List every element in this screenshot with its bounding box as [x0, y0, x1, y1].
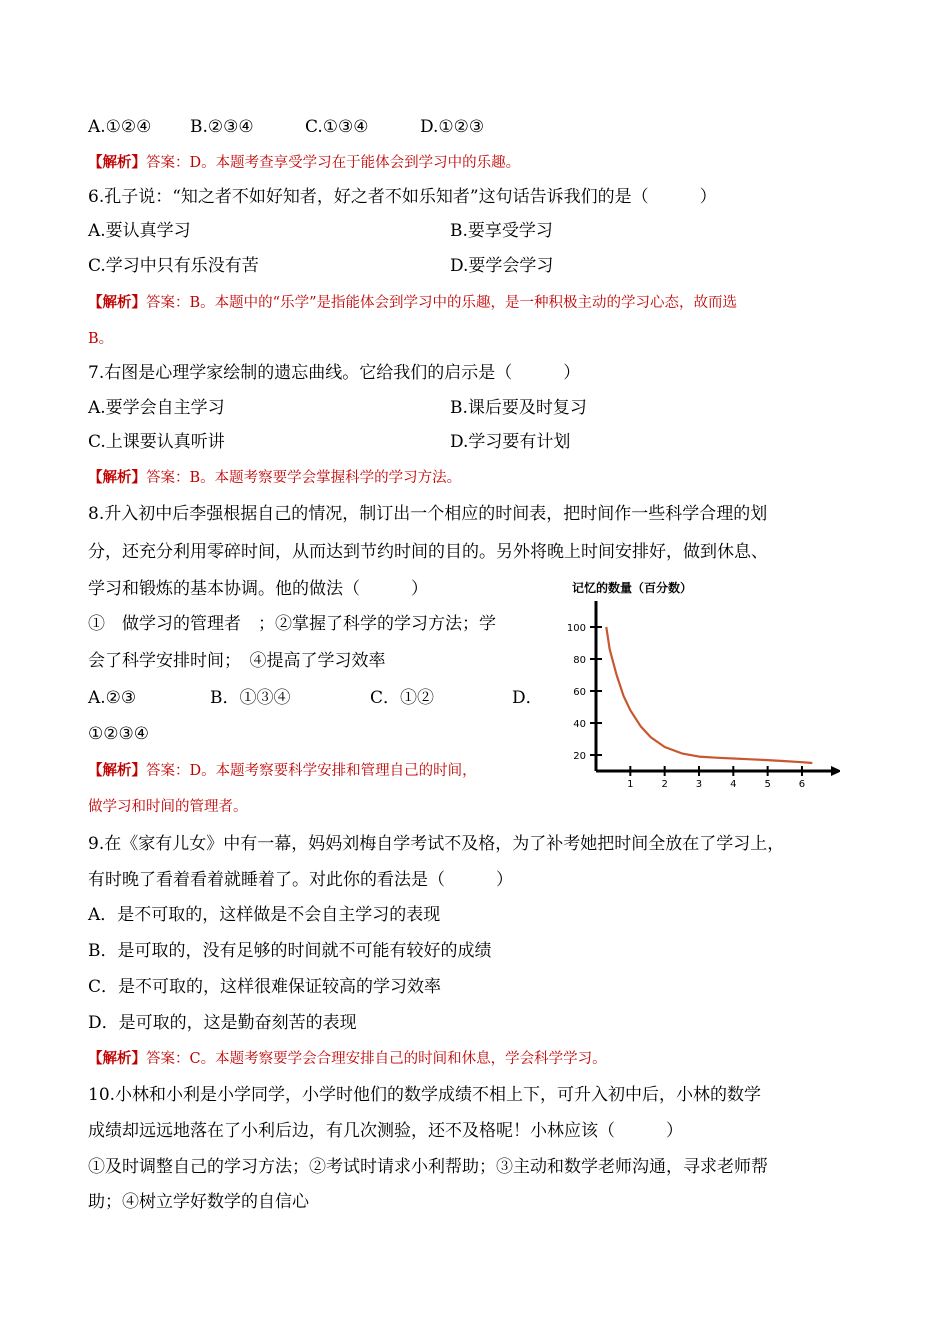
q7-option-b: B.课后要及时复习	[450, 398, 587, 418]
chart-series	[606, 627, 812, 763]
q9-option-d: D．是可取的，这是勤奋刻苦的表现	[88, 1013, 357, 1033]
q8-option-c: C．①②	[370, 688, 435, 708]
forgetting-curve-line	[606, 627, 812, 763]
q8-stem-line-5: 会了科学安排时间； ④提高了学习效率	[88, 651, 386, 671]
q6-option-a: A.要认真学习	[88, 221, 191, 241]
q9-stem-line-2: 有时晚了看着看着就睡着了。对此你的看法是（ ）	[88, 870, 513, 890]
y-tick-label: 60	[573, 687, 586, 698]
q9-option-c: C．是不可取的，这样很难保证较高的学习效率	[88, 977, 442, 997]
chart-title: 记忆的数量（百分数）	[572, 581, 693, 595]
q7-option-d: D.学习要有计划	[450, 432, 571, 452]
x-tick-label: 2	[661, 779, 668, 790]
q5-option-c: C.①③④	[305, 117, 369, 137]
q10-stem-line-1: 10.小林和小利是小学同学，小学时他们的数学成绩不相上下，可升入初中后，小林的数学	[88, 1085, 762, 1105]
q8-analysis-cont: 做学习和时间的管理者。	[88, 799, 248, 815]
q7-option-a: A.要学会自主学习	[88, 398, 225, 418]
analysis-tag: 【解析】	[88, 294, 146, 311]
q5-analysis	[88, 152, 520, 174]
q9-option-b: B．是可取的，没有足够的时间就不可能有较好的成绩	[88, 941, 492, 961]
q7-stem: 7.右图是心理学家绘制的遗忘曲线。它给我们的启示是（ ）	[88, 363, 581, 383]
q6-analysis-cont: B。	[88, 331, 114, 347]
analysis-text: 答案：B。本题考察要学会掌握科学的学习方法。	[146, 470, 462, 486]
x-axis-arrow	[831, 766, 840, 776]
q7-analysis	[88, 467, 461, 489]
y-tick-label: 80	[573, 655, 586, 666]
analysis-text: 答案：C。本题考察要学会合理安排自己的时间和休息，学会科学学习。	[146, 1051, 607, 1067]
q6-stem: 6.孔子说：“知之者不如好知者，好之者不如乐知者”这句话告诉我们的是（ ）	[88, 187, 717, 207]
q10-stem-line-4: 助；④树立学好数学的自信心	[88, 1192, 309, 1212]
q6-analysis	[88, 292, 737, 314]
forgetting-curve-chart	[560, 578, 840, 793]
q10-stem-line-2: 成绩却远远地落在了小利后边，有几次测验，还不及格呢！小林应该（ ）	[88, 1121, 683, 1141]
y-tick-label: 100	[566, 623, 586, 634]
q9-stem-line-1: 9.在《家有儿女》中有一幕，妈妈刘梅自学考试不及格，为了补考她把时间全放在了学习上，	[88, 834, 785, 854]
analysis-tag: 【解析】	[88, 154, 146, 171]
chart-ticks	[567, 623, 805, 790]
q7-option-c: C.上课要认真听讲	[88, 432, 225, 452]
analysis-text: 答案：D。本题考查享受学习在于能体会到学习中的乐趣。	[146, 155, 521, 171]
analysis-text: 答案：D。本题考察要科学安排和管理自己的时间，	[146, 763, 477, 779]
q5-option-a: A.①②④	[88, 117, 152, 137]
x-tick-label: 4	[730, 779, 737, 790]
q5-option-b: B.②③④	[190, 117, 254, 137]
q5-option-d: D.①②③	[420, 117, 485, 137]
x-tick-label: 1	[627, 779, 634, 790]
q6-option-b: B.要享受学习	[450, 221, 553, 241]
q8-stem-line-1: 8.升入初中后李强根据自己的情况，制订出一个相应的时间表，把时间作一些科学合理的划	[88, 504, 768, 524]
q6-option-c: C.学习中只有乐没有苦	[88, 256, 259, 276]
q10-stem-line-3: ①及时调整自己的学习方法；②考试时请求小利帮助；③主动和数学老师沟通，寻求老师帮	[88, 1157, 768, 1177]
y-tick-label: 20	[573, 751, 586, 762]
q8-option-d: D．	[512, 688, 543, 708]
analysis-text: 答案：B。本题中的“乐学”是指能体会到学习中的乐趣，是一种积极主动的学习心态，故而选	[146, 295, 737, 311]
y-tick-label: 40	[573, 719, 586, 730]
q8-option-d-cont: ①②③④	[88, 724, 149, 744]
q9-option-a: A．是不可取的，这样做是不会自主学习的表现	[88, 905, 441, 925]
chart-axes	[596, 601, 840, 776]
q8-analysis	[88, 760, 477, 782]
q8-stem-line-3: 学习和锻炼的基本协调。他的做法（ ）	[88, 579, 428, 599]
x-tick-label: 6	[798, 779, 806, 790]
q8-stem-line-2: 分，还充分利用零碎时间，从而达到节约时间的目的。另外将晚上时间安排好，做到休息、	[88, 542, 768, 562]
q8-option-b: B．①③④	[210, 688, 291, 708]
q6-option-d: D.要学会学习	[450, 256, 554, 276]
analysis-tag: 【解析】	[88, 1050, 146, 1067]
x-tick-label: 5	[764, 779, 771, 790]
analysis-tag: 【解析】	[88, 762, 146, 779]
q8-option-a: A.②③	[88, 688, 137, 708]
q8-stem-line-4: ① 做学习的管理者 ；②掌握了科学的学习方法；学	[88, 614, 496, 634]
x-tick-label: 3	[695, 779, 703, 790]
analysis-tag: 【解析】	[88, 469, 146, 486]
q9-analysis	[88, 1048, 607, 1070]
